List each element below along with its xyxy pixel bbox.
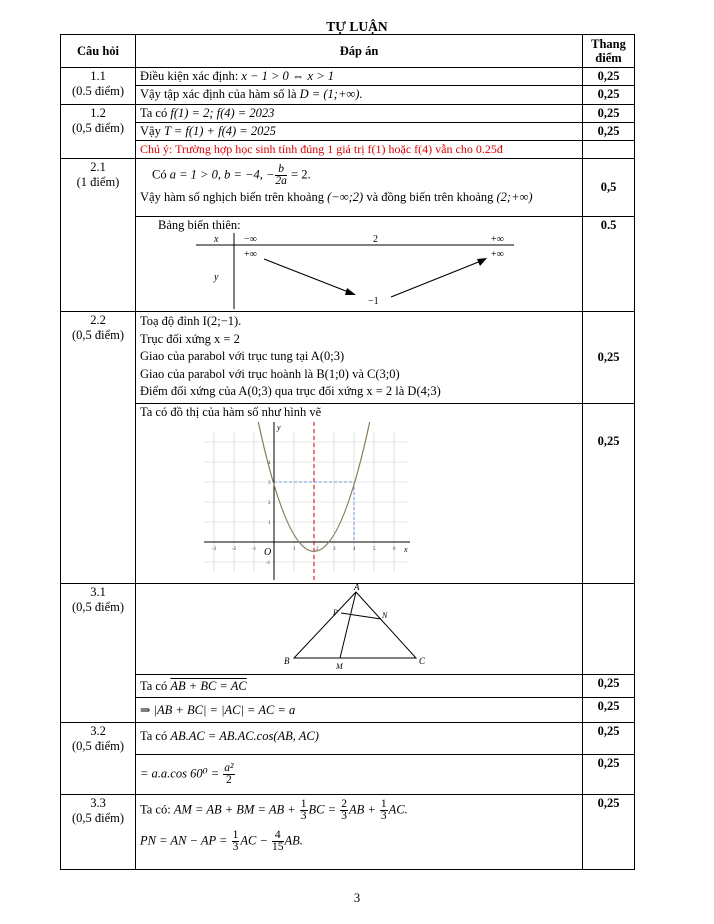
table-row: [61, 312, 635, 404]
q-points: (0,5 điểm): [71, 328, 125, 342]
answer-math: (2;+∞): [496, 190, 533, 204]
variation-table: [196, 233, 526, 311]
answer-math: = a.a.cos 60⁰ =: [140, 766, 223, 781]
table-row: [61, 86, 635, 105]
frac-den: 15: [272, 841, 284, 853]
answer-math: D = (1;+∞).: [299, 87, 363, 101]
triangle-figure: [276, 584, 436, 672]
answer-cell: [136, 86, 583, 105]
score-value: 0,25: [597, 434, 620, 448]
bbt-arrowhead-up: [477, 258, 487, 266]
graph-xlabel: x: [404, 545, 408, 554]
bbt-x-label: x: [214, 234, 219, 245]
q-points: (0,5 điểm): [71, 600, 125, 614]
graph-ylabel: y: [277, 423, 281, 432]
score-value: 0,25: [597, 350, 620, 364]
fraction: [272, 830, 284, 853]
answer-cell: [136, 105, 583, 123]
fraction: [380, 799, 388, 822]
score-value: 0,5: [600, 180, 617, 194]
triangle-abc: [294, 592, 416, 658]
q-number: 3.2: [90, 724, 106, 738]
answer-cell: [136, 68, 583, 86]
bbt-x2: 2: [373, 234, 378, 245]
answer-text: Điều kiện xác định:: [140, 69, 242, 83]
answer-line: Trục đối xứng x = 2: [140, 331, 240, 346]
graph-cell: [136, 404, 583, 584]
bbt-y-label: y: [214, 272, 219, 283]
frac-num: 2: [341, 798, 347, 810]
question-cell: [61, 312, 136, 584]
label-b: B: [284, 656, 290, 666]
answer-cell: [136, 755, 583, 795]
q-points: (0.5 điểm): [71, 84, 125, 98]
fraction: [300, 799, 308, 822]
answer-math: BC =: [308, 802, 340, 817]
question-cell: [61, 584, 136, 723]
fraction: [275, 164, 287, 187]
fraction: [340, 799, 348, 822]
answer-text: Ta có:: [140, 802, 174, 817]
score-cell: 0,25: [583, 105, 635, 123]
table-row: [61, 159, 635, 217]
x-tick: 5: [373, 547, 376, 552]
answer-line: Giao của parabol với trục hoành là B(1;0) và C(3;0): [140, 366, 400, 381]
bbt-x3: +∞: [491, 234, 504, 245]
score-cell: [583, 312, 635, 404]
page-number: 3: [353, 891, 361, 905]
fraction: [223, 763, 234, 786]
answer-text: và đồng biến trên khoảng: [363, 190, 497, 204]
header-score: [583, 35, 635, 68]
y-tick: 4: [268, 461, 271, 466]
answer-math: (−∞;2): [327, 190, 364, 204]
q-number: 1.1: [90, 69, 106, 83]
answer-text: Ta có: [140, 729, 171, 743]
x-tick: 6: [393, 547, 396, 552]
table-row: [61, 123, 635, 141]
question-cell: [61, 68, 136, 105]
frac-num: 1: [380, 798, 387, 810]
answer-text: Ta có: [140, 106, 171, 120]
question-cell: [61, 795, 136, 870]
median-am: [340, 592, 356, 658]
bbt-arrowhead-down: [345, 288, 356, 295]
answer-math: AM = AB + BM = AB +: [173, 802, 299, 817]
table-row: [61, 105, 635, 123]
graph-origin: O: [264, 547, 272, 558]
y-tick: 1: [268, 521, 271, 526]
answer-text: Vậy hàm số nghịch biến trên khoảng: [140, 190, 328, 204]
table-row: [61, 698, 635, 723]
frac-den: 2a: [275, 175, 287, 187]
answer-text: Ta có: [140, 678, 171, 693]
frac-den: 3: [380, 810, 387, 822]
answer-math: AB + BC = AC: [170, 678, 247, 693]
answer-math: x − 1 > 0 ⇔ x > 1: [241, 69, 335, 83]
q-points: (0,5 điểm): [71, 121, 125, 135]
q-number: 3.3: [90, 796, 106, 810]
answer-math: PN = AN − AP =: [140, 833, 231, 848]
answer-cell: [136, 159, 583, 217]
frac-num: b: [275, 164, 287, 176]
table-row: [61, 68, 635, 86]
score-cell: [583, 404, 635, 584]
frac-den: 3: [300, 810, 307, 822]
bbt-arrow-down: [264, 259, 351, 293]
segment-pn: [341, 613, 381, 619]
q-number: 2.2: [90, 313, 106, 327]
x-tick: 3: [333, 547, 336, 552]
label-p: P: [333, 608, 338, 617]
frac-den: 3: [341, 810, 347, 822]
frac-num: 4: [272, 830, 284, 842]
x-tick: 4: [353, 547, 356, 552]
bbt-arrow-up: [391, 261, 481, 297]
frac-den: 3: [232, 841, 239, 853]
q-number: 2.1: [90, 160, 106, 174]
q-points: (0,5 điểm): [71, 811, 125, 825]
y-tick: 2: [268, 501, 271, 506]
question-cell: [61, 105, 136, 159]
label-a: A: [354, 584, 360, 592]
bbt-y1: +∞: [244, 249, 257, 260]
frac-num: a²: [224, 762, 234, 774]
variation-title: Bảng biến thiên:: [158, 218, 241, 232]
score-cell: [583, 159, 635, 217]
answer-cell: [136, 675, 583, 698]
header-answer: Đáp án: [136, 35, 583, 68]
header-question: Câu hỏi: [61, 35, 136, 68]
variation-table-cell: [136, 217, 583, 312]
triangle-cell: [136, 584, 583, 675]
answer-math: f(1) = 2; f(4) = 2023: [170, 106, 275, 120]
q-number: 1.2: [90, 106, 106, 120]
answer-table: [60, 34, 635, 870]
q-number: 3.1: [90, 585, 106, 599]
score-cell: [583, 584, 635, 675]
x-tick: -2: [232, 547, 237, 552]
frac-num: 1: [232, 829, 239, 841]
label-c: C: [419, 656, 426, 666]
answer-text: Vậy tập xác định của hàm số là: [140, 87, 300, 101]
frac-num: 1: [300, 798, 307, 810]
note-cell: Chú ý: Trường hợp học sinh tính đúng 1 giá trị f(1) hoặc f(4) vẫn cho 0.25đ: [136, 141, 583, 159]
answer-cell: [136, 312, 583, 404]
answer-math: AC −: [240, 833, 272, 848]
frac-den: 2: [226, 774, 232, 786]
answer-math: AB.AC = AB.AC.cos(AB, AC): [170, 729, 319, 743]
table-row: [61, 723, 635, 755]
score-cell: 0,25: [583, 698, 635, 723]
answer-line: Giao của parabol với trục tung tại A(0;3): [140, 349, 345, 363]
x-tick: -1: [252, 547, 257, 552]
x-tick: 2: [316, 547, 319, 552]
answer-math: = 2.: [287, 167, 311, 182]
table-row: [61, 795, 635, 870]
question-cell: [61, 723, 136, 795]
answer-text: Có: [152, 167, 170, 182]
bbt-y3: +∞: [491, 249, 504, 260]
question-cell: [61, 159, 136, 312]
answer-text: Vậy: [140, 124, 164, 138]
answer-cell: [136, 698, 583, 723]
table-row: [61, 584, 635, 675]
score-cell: 0,25: [583, 755, 635, 795]
answer-math: a = 1 > 0, b = −4, −: [169, 167, 275, 182]
answer-math: T = f(1) + f(4) = 2025: [163, 124, 276, 138]
answer-math: ⇒ |AB + BC| = |AC| = AC = a: [140, 702, 296, 717]
q-points: (0,5 điểm): [71, 739, 125, 753]
score-cell: 0,25: [583, 86, 635, 105]
graph-caption: Ta có đồ thị của hàm số như hình vẽ: [140, 405, 322, 419]
y-tick: -1: [266, 561, 271, 566]
label-n: N: [382, 611, 388, 620]
q-points: (1 điểm): [76, 175, 120, 189]
header-score-l1: Thang: [591, 37, 626, 51]
table-row: [61, 675, 635, 698]
answer-math: AC.: [388, 802, 408, 817]
x-tick: -3: [212, 547, 217, 552]
answer-line: Điểm đối xứng của A(0;3) qua trục đối xứng x = 2 là D(4;3): [140, 384, 441, 398]
table-row: [61, 755, 635, 795]
header-score-l2: điểm: [595, 51, 622, 65]
fraction: [232, 830, 240, 853]
answer-cell: [136, 123, 583, 141]
bbt-y2: −1: [368, 296, 379, 307]
table-header-row: [61, 35, 635, 68]
score-cell: 0.5: [583, 217, 635, 312]
table-row: [61, 404, 635, 584]
table-row: [61, 141, 635, 159]
score-cell: 0,25: [583, 795, 635, 870]
score-cell: [583, 141, 635, 159]
answer-math: AB +: [348, 802, 379, 817]
score-cell: 0,25: [583, 123, 635, 141]
bbt-x1: −∞: [244, 234, 257, 245]
score-cell: 0,25: [583, 675, 635, 698]
answer-cell: [136, 795, 583, 870]
page-title: TỰ LUẬN: [326, 19, 388, 34]
table-row: [61, 217, 635, 312]
label-m: M: [336, 662, 343, 671]
answer-cell: [136, 723, 583, 755]
score-cell: 0,25: [583, 68, 635, 86]
parabola-graph: [204, 422, 414, 582]
x-tick: 1: [293, 547, 296, 552]
answer-line: Toạ độ đỉnh I(2;−1).: [140, 314, 242, 328]
answer-math: AB.: [284, 833, 303, 848]
y-tick: 3: [268, 481, 271, 486]
score-cell: 0,25: [583, 723, 635, 755]
